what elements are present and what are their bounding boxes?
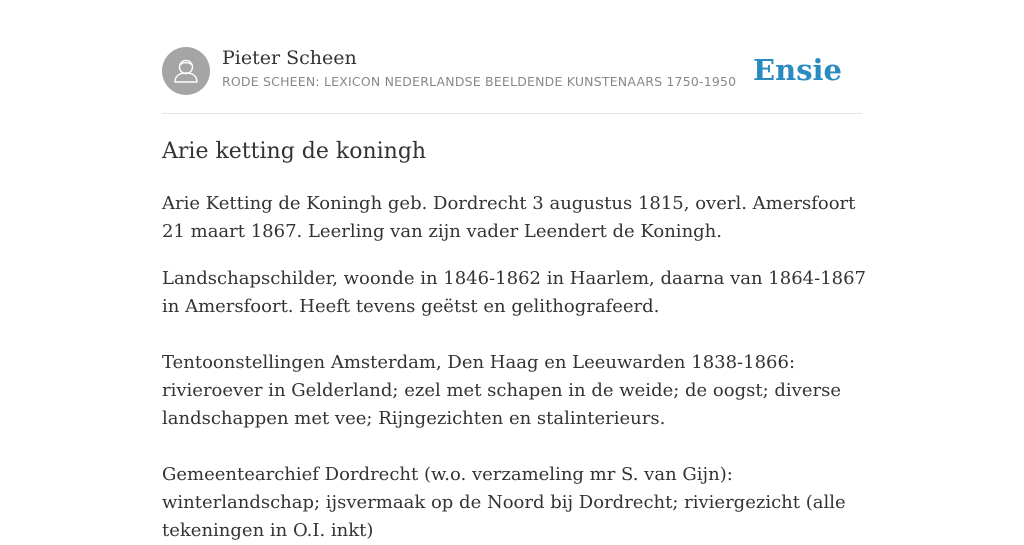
article-title: Arie ketting de koningh	[162, 139, 427, 164]
author-avatar[interactable]	[162, 47, 210, 95]
source-label[interactable]: RODE SCHEEN: LEXICON NEDERLANDSE BEELDENDE KUNSTENAARS 1750-1950	[222, 74, 737, 89]
user-icon	[162, 47, 210, 95]
article-paragraph: Gemeentearchief Dordrecht (w.o. verzameling mr S. van Gijn): winterlandschap; ijsvermaak op de Noord bij Dordrecht; riviergezicht (alle tekeningen in O.I. inkt)	[162, 464, 846, 541]
ensie-logo[interactable]: Ensie	[753, 53, 842, 87]
article-paragraph: Landschapschilder, woonde in 1846-1862 in Haarlem, daarna van 1864-1867 in Amersfoort. Heeft tevens geëtst en gelithografeerd.	[162, 268, 867, 317]
author-name-link[interactable]: Pieter Scheen	[222, 47, 357, 69]
header-divider	[162, 113, 862, 114]
article-paragraph: Arie Ketting de Koningh geb. Dordrecht 3 augustus 1815, overl. Amersfoort 21 maart 1867. Leerling van zijn vader Leendert de Koningh.	[162, 193, 856, 242]
article-paragraph: Tentoonstellingen Amsterdam, Den Haag en Leeuwarden 1838-1866: rivieroever in Gelderland; ezel met schapen in de weide; de oogst; diverse landschappen met vee; Rijngezichten en stalinterieurs.	[162, 352, 841, 429]
article-header	[162, 46, 862, 96]
